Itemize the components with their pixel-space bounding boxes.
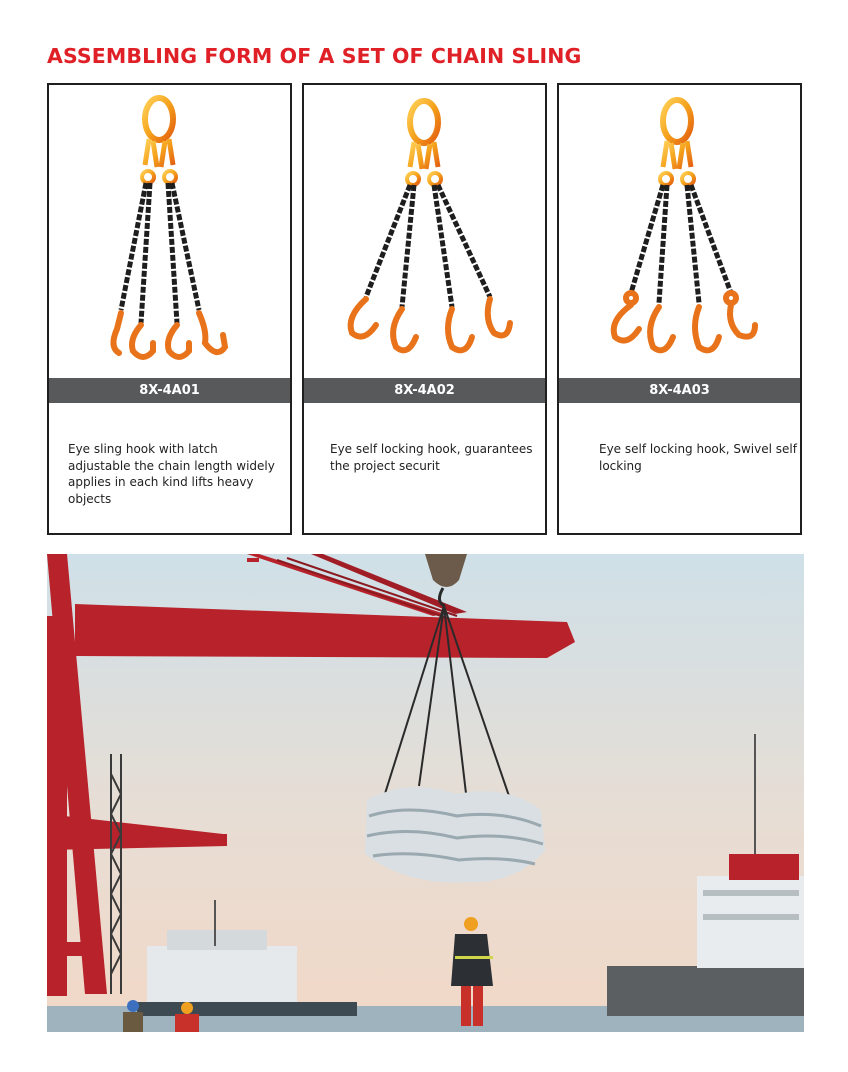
chain-sling-illustration	[304, 85, 545, 377]
chain-legs	[631, 185, 731, 303]
product-card-8x-4a01	[47, 83, 292, 535]
sling-hook-icon	[113, 313, 225, 357]
self-locking-hook-icon	[351, 299, 510, 350]
swivel-hook-icon	[614, 293, 755, 350]
product-description: Eye self locking hook, Swivel self locking	[599, 442, 797, 473]
cargo-bags	[365, 787, 545, 882]
chain-legs	[121, 183, 199, 323]
master-link-icon	[660, 100, 694, 185]
master-link-icon	[407, 101, 441, 185]
product-description: Eye sling hook with latch adjustable the chain length widely applies in each kind lifts heavy objects	[68, 442, 275, 506]
harbour-lifting-photo	[47, 554, 804, 1032]
product-code-band: 8X-4A02	[304, 378, 545, 403]
chain-legs	[366, 185, 490, 307]
product-code-band: 8X-4A03	[559, 378, 800, 403]
product-code-band: 8X-4A01	[49, 378, 290, 403]
product-card-8x-4a03	[557, 83, 802, 535]
product-description: Eye self locking hook, guarantees the project securit	[330, 442, 533, 473]
product-card-8x-4a02	[302, 83, 547, 535]
chain-sling-illustration	[49, 85, 290, 377]
chain-sling-illustration	[559, 85, 800, 377]
page-title: ASSEMBLING FORM OF A SET OF CHAIN SLING	[47, 44, 582, 68]
master-link-icon	[142, 98, 176, 183]
